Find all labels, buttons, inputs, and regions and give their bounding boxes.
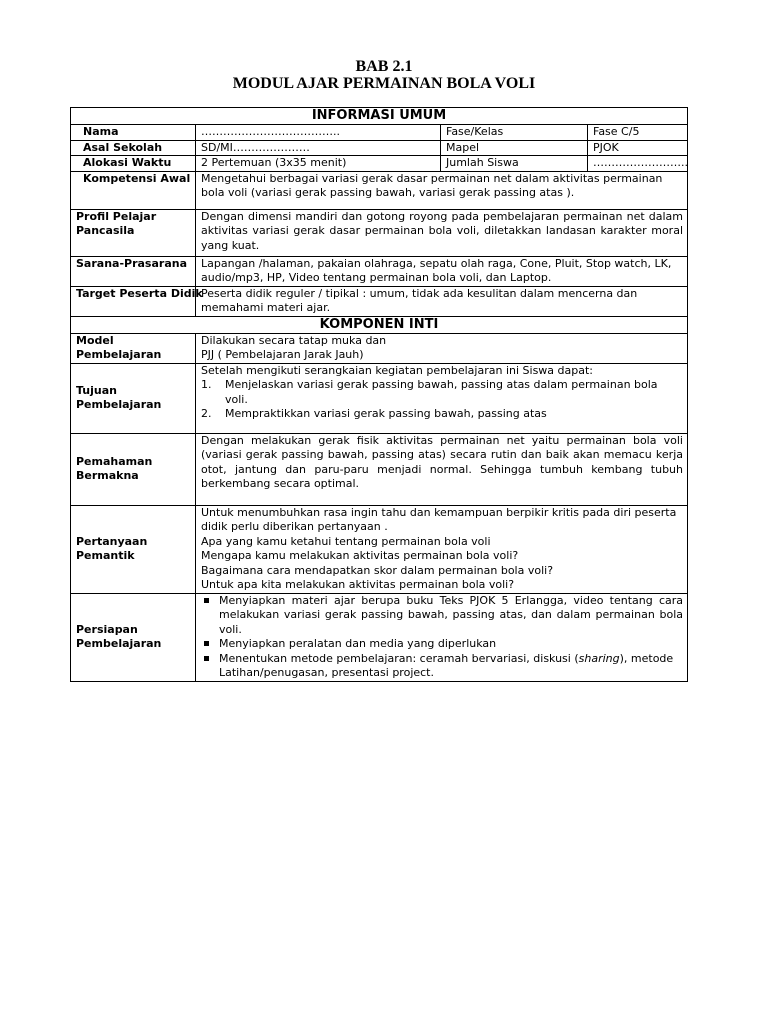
list-item [201, 637, 683, 652]
pertanyaan-line: Untuk apa kita melakukan aktivitas permainan bola voli? [201, 578, 515, 591]
target-label: Target Peserta Didik [71, 286, 196, 316]
table-row [71, 171, 688, 209]
pertanyaan-label: Pertanyaan Pemantik [71, 505, 196, 593]
jumlah-label: Jumlah Siswa [441, 156, 588, 172]
list-item-text: ), metode Latihan/penugasan, presentasi project. [219, 651, 674, 679]
kompetensi-label: Kompetensi Awal [71, 171, 196, 209]
pertanyaan-line: Apa yang kamu ketahui tentang permainan bola voli [201, 534, 491, 548]
pemahaman-label: Pemahaman Bermakna [71, 433, 196, 505]
pertanyaan-line: Mengapa kamu melakukan aktivitas permainan bola voli? [201, 549, 519, 562]
jumlah-value: …………………….. [588, 156, 688, 172]
document-title: MODUL AJAR PERMAINAN BOLA VOLI [232, 75, 536, 92]
tujuan-intro: Setelah mengikuti serangkaian kegiatan pembelajaran ini Siswa dapat: [201, 363, 593, 377]
persiapan-label: Persiapan Pembelajaran [71, 593, 196, 681]
list-number: 2. [201, 407, 212, 420]
chapter-number: BAB 2.1 [355, 58, 413, 75]
list-item-italic: sharing [578, 651, 620, 665]
table-row [71, 433, 688, 505]
nama-label: Nama [71, 125, 196, 141]
kompetensi-value: Mengetahui berbagai variasi gerak dasar permainan net dalam aktivitas permainan bola voli (variasi gerak passing bawah, variasi gerak passing atas ). [196, 171, 688, 209]
sekolah-value: SD/MI………………… [196, 140, 441, 156]
pertanyaan-line: Untuk menumbuhkan rasa ingin tahu dan kemampuan berpikir kritis pada diri peserta didik perlu diberikan pertanyaan . [201, 505, 677, 533]
tujuan-label: Tujuan Pembelajaran [71, 363, 196, 433]
list-item-text: Menyiapkan materi ajar berupa buku Teks PJOK 5 Erlangga, video tentang cara melakukan variasi gerak passing bawah, passing atas, dan dalam permainan bola voli. [219, 593, 683, 636]
table-row [71, 505, 688, 593]
list-item-text: Menyiapkan peralatan dan media yang diperlukan [219, 637, 497, 650]
pertanyaan-line: Bagaimana cara mendapatkan skor dalam permainan bola voli? [201, 563, 554, 577]
list-item-text: Menentukan metode pembelajaran: ceramah bervariasi, diskusi ( [219, 651, 579, 665]
alokasi-value: 2 Pertemuan (3x35 menit) [196, 156, 441, 172]
table-row [71, 156, 688, 172]
fase-label: Fase/Kelas [441, 125, 588, 141]
table-row [71, 363, 688, 433]
komponen-inti-heading: KOMPONEN INTI [71, 316, 688, 333]
model-line: PJJ ( Pembelajaran Jarak Jauh) [201, 348, 364, 361]
list-item [201, 378, 683, 407]
pertanyaan-value [196, 505, 688, 593]
sarana-value: Lapangan /halaman, pakaian olahraga, sepatu olah raga, Cone, Pluit, Stop watch, LK, audio/mp3, HP, Video tentang permainan bola voli, dan Laptop. [196, 256, 688, 286]
alokasi-label: Alokasi Waktu [71, 156, 196, 172]
list-item-text: Mempraktikkan variasi gerak passing bawah, passing atas [225, 407, 547, 420]
bullet-icon [204, 656, 209, 661]
table-row [71, 125, 688, 141]
list-item [201, 407, 683, 422]
list-number: 1. [201, 378, 212, 391]
persiapan-list [201, 594, 683, 681]
target-value: Peserta didik reguler / tipikal : umum, tidak ada kesulitan dalam mencerna dan memahami materi ajar. [196, 286, 688, 316]
table-row [71, 256, 688, 286]
sekolah-label: Asal Sekolah [71, 140, 196, 156]
model-label: Model Pembelajaran [71, 333, 196, 363]
table-row [71, 333, 688, 363]
tujuan-value [196, 363, 688, 433]
bullet-icon [204, 598, 209, 603]
table-row [71, 286, 688, 316]
mapel-value: PJOK [588, 140, 688, 156]
tujuan-list [201, 378, 683, 422]
section-header-row [71, 316, 688, 333]
section-header-row [71, 108, 688, 125]
mapel-label: Mapel [441, 140, 588, 156]
list-item [201, 652, 683, 681]
persiapan-value [196, 593, 688, 681]
profil-value: Dengan dimensi mandiri dan gotong royong pada pembelajaran permainan net dalam aktivitas variasi gerak dasar permainan bola voli, diletakkan landasan karakter moral yang kuat. [196, 209, 688, 256]
table-row [71, 209, 688, 256]
model-line: Dilakukan secara tatap muka dan [201, 333, 387, 347]
profil-label: Profil Pelajar Pancasila [71, 209, 196, 256]
list-item-text: Menjelaskan variasi gerak passing bawah, passing atas dalam permainan bola voli. [225, 378, 658, 406]
list-item [201, 594, 683, 638]
module-table [70, 107, 688, 682]
table-row [71, 593, 688, 681]
pemahaman-value: Dengan melakukan gerak fisik aktivitas permainan net yaitu permainan bola voli (variasi gerak passing bawah, passing atas) secara rutin dan baik akan memacu kerja otot, jantung dan paru-paru menjadi normal. Sehingga tumbuh kembang tubuh berkembang secara optimal. [196, 433, 688, 505]
model-value [196, 333, 688, 363]
nama-value: ……………………………….. [196, 125, 441, 141]
fase-value: Fase C/5 [588, 125, 688, 141]
sarana-label: Sarana-Prasarana [71, 256, 196, 286]
bullet-icon [204, 641, 209, 646]
table-row [71, 140, 688, 156]
informasi-umum-heading: INFORMASI UMUM [71, 108, 688, 125]
